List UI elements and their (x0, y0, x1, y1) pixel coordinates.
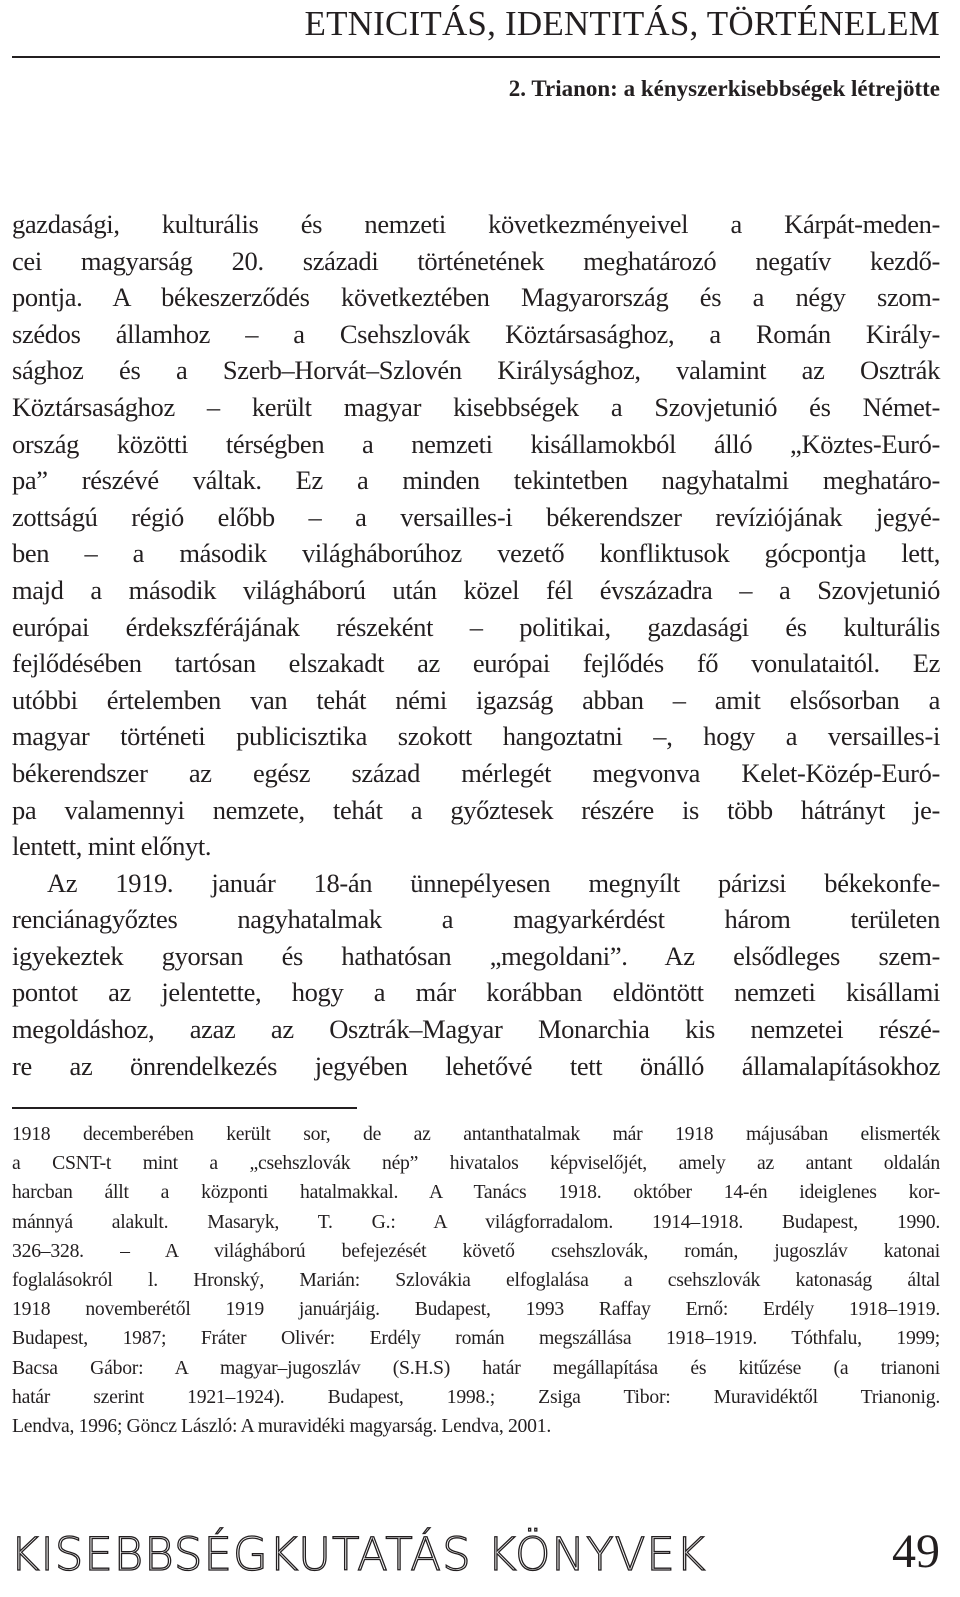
body-line: pa valamennyi nemzete, tehát a győztesek részére is több hátrányt je- (12, 794, 940, 825)
footnote-line: határ szerint 1921–1924). Budapest, 1998.; Zsiga Tibor: Muravidéktől Trianonig. (12, 1385, 940, 1408)
body-line: re az önrendelkezés jegyében lehetővé tett önálló államalapításokhoz (12, 1050, 940, 1081)
body-line: majd a második világháború után közel fél évszázadra – a Szovjetunió (12, 574, 940, 605)
body-line: sághoz és a Szerb–Horvát–Szlovén Királysághoz, valamint az Osztrák (12, 355, 940, 386)
header-rule (12, 56, 940, 58)
footnote-separator (12, 1107, 357, 1109)
body-line: békerendszer az egész század mérlegét megvonva Kelet-Közép-Euró- (12, 757, 940, 788)
body-line: európai érdekszférájának részeként – politikai, gazdasági és kulturális (12, 611, 940, 642)
footnote-line: Lendva, 1996; Göncz László: A muravidéki magyarság. Lendva, 2001. (12, 1414, 552, 1437)
footnote-line: 1918 novemberétől 1919 januárjáig. Budapest, 1993 Raffay Ernő: Erdély 1918–1919. (12, 1298, 940, 1321)
body-line: megoldáshoz, azaz az Osztrák–Magyar Monarchia kis nemzetei részé- (12, 1014, 940, 1045)
page-number: 49 (892, 1525, 940, 1578)
paragraph-end-line: lentett, mint előnyt. (12, 831, 212, 862)
footnote-line: foglalásokról l. Hronský, Marián: Szlovákia elfoglalása a csehszlovák katonaság által (12, 1268, 940, 1291)
footnote-line: 1918 decemberében került sor, de az antanthatalmak már 1918 májusában elismerték (12, 1123, 940, 1145)
running-title: ETNICITÁS, IDENTITÁS, TÖRTÉNELEM (304, 4, 940, 43)
body-text (12, 206, 940, 1084)
series-title: KISEBBSÉGKUTATÁS KÖNYVEK (10, 1528, 707, 1581)
body-line: pontja. A békeszerződés következtében Magyarország és a négy szom- (12, 282, 940, 313)
body-line: szédos államhoz – a Csehszlovák Köztársasághoz, a Román Király- (12, 318, 940, 349)
footnote-block (12, 1120, 940, 1441)
body-line: pa” részévé váltak. Ez a minden tekintetben nagyhatalmi meghatáro- (12, 465, 940, 496)
body-line: ben – a második világháborúhoz vezető konfliktusok gócpontja lett, (12, 538, 940, 569)
footnote-line: Bacsa Gábor: A magyar–jugoszláv (S.H.S) határ megállapítása és kitűzése (a trianoni (12, 1356, 940, 1379)
body-line: utóbbi értelemben van tehát némi igazság abban – amit elsősorban a (12, 684, 940, 715)
body-line: fejlődésében tartósan elszakadt az európai fejlődés fő vonulataitól. Ez (12, 648, 940, 679)
body-line: magyar történeti publicisztika szokott hangoztatni –, hogy a versailles-i (12, 721, 940, 752)
footnote-line: 326–328. – A világháború befejezését követő csehszlovák, román, jugoszláv katonai (12, 1239, 940, 1262)
footnote-line: harcban állt a központi hatalmakkal. A Tanács 1918. október 14-én ideiglenes kor- (12, 1181, 940, 1204)
body-line: Köztársasághoz – került magyar kisebbségek a Szovjetunió és Német- (12, 391, 940, 422)
body-line: gazdasági, kulturális és nemzeti következményeivel a Kárpát-meden- (12, 209, 940, 239)
body-line: cei magyarság 20. századi történetének meghatározó negatív kezdő- (12, 245, 940, 276)
body-line: zottságú régió előbb – a versailles-i békerendszer revíziójának jegyé- (12, 501, 940, 532)
footnote-line: a CSNT-t mint a „csehszlovák nép” hivatalos képviselőjét, amely az antant oldalán (12, 1152, 940, 1175)
paragraph-first-line: Az 1919. január 18-án ünnepélyesen megnyílt párizsi békekonfe- (47, 867, 940, 898)
body-line: pontot az jelentette, hogy a már korábban eldöntött nemzeti kisállami (12, 977, 940, 1008)
body-line: igyekeztek gyorsan és hathatósan „megoldani”. Az elsődleges szem- (12, 940, 940, 971)
body-line: ország közötti térségben a nemzeti kisállamokból álló „Köztes-Euró- (12, 428, 940, 459)
footnote-line: Budapest, 1987; Fráter Olivér: Erdély román megszállása 1918–1919. Tóthfalu, 1999; (12, 1327, 940, 1350)
body-line: renciánagyőztes nagyhatalmak a magyarkérdést három területen (12, 904, 940, 935)
chapter-subtitle: 2. Trianon: a kényszerkisebbségek létrejötte (508, 76, 940, 101)
footnote-line: mánnyá alakult. Masaryk, T. G.: A világforradalom. 1914–1918. Budapest, 1990. (12, 1210, 940, 1233)
